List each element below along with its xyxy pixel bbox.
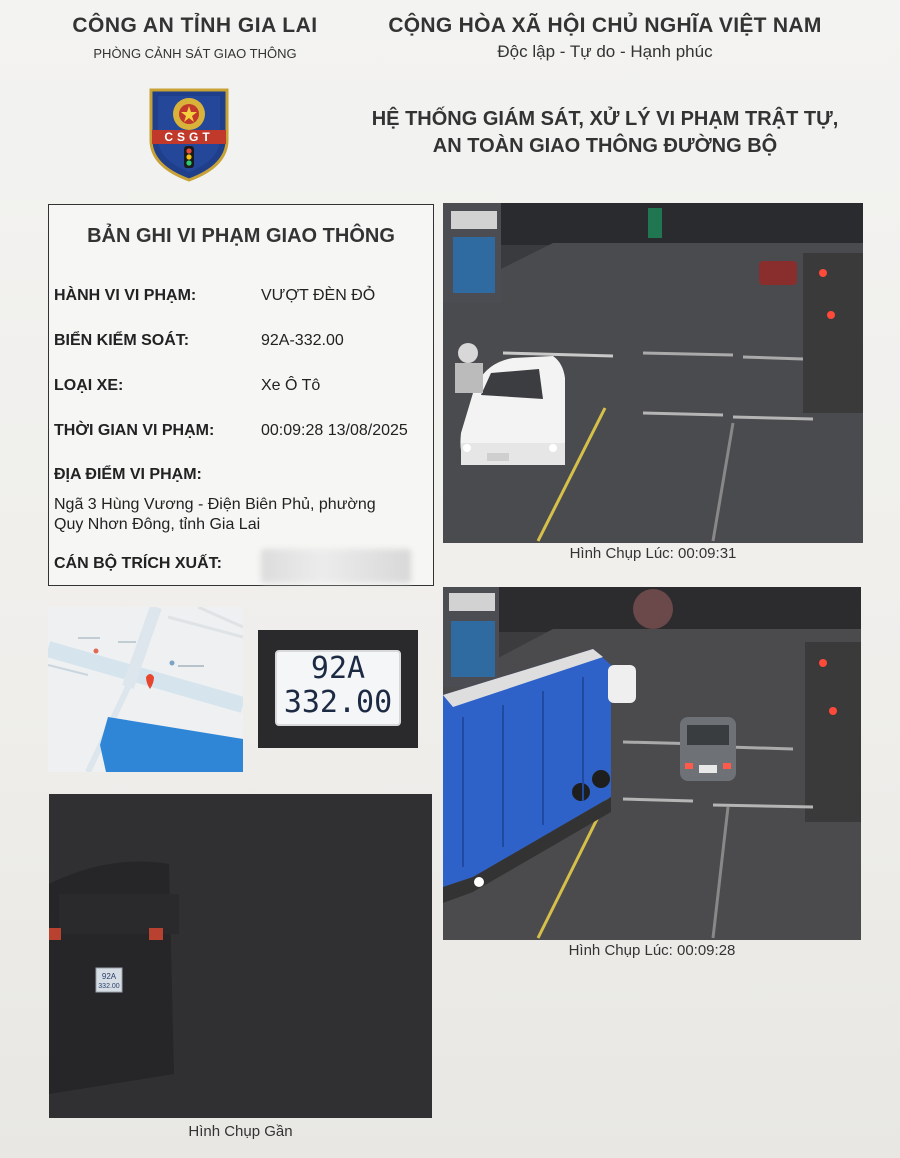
plate-line1: 92A — [310, 651, 366, 686]
closeup-plate-line1: 92A — [101, 972, 117, 981]
closeup-photo — [49, 794, 432, 1118]
violation-value: VƯỢT ĐÈN ĐỎ — [261, 287, 376, 304]
officer-label: CÁN BỘ TRÍCH XUẤT: — [54, 555, 222, 572]
system-title-line1: HỆ THỐNG GIÁM SÁT, XỬ LÝ VI PHẠM TRẬT TỰ, — [371, 108, 839, 130]
plate-label: BIỂN KIỂM SOÁT: — [54, 332, 190, 349]
plate-value: 92A-332.00 — [261, 332, 344, 349]
camera-photo-2 — [443, 587, 861, 940]
record-title: BẢN GHI VI PHẠM GIAO THÔNG — [87, 225, 395, 247]
org-name: CÔNG AN TỈNH GIA LAI — [72, 14, 318, 37]
emblem-text: CSGT — [164, 130, 214, 144]
license-plate — [275, 650, 401, 726]
time-value: 00:09:28 13/08/2025 — [261, 422, 408, 439]
violation-label: HÀNH VI VI PHẠM: — [54, 287, 197, 304]
violation-record — [48, 204, 434, 586]
dept-name: PHÒNG CẢNH SÁT GIAO THÔNG — [93, 46, 297, 61]
white-car — [608, 665, 636, 703]
closeup-caption: Hình Chụp Gần — [188, 1123, 293, 1140]
nation-name: CỘNG HÒA XÃ HỘI CHỦ NGHĨA VIỆT NAM — [388, 14, 822, 37]
system-title-line2: AN TOÀN GIAO THÔNG ĐƯỜNG BỘ — [432, 135, 778, 157]
plate-crop — [258, 630, 418, 748]
plate-line2: 332.00 — [283, 685, 393, 720]
location-value — [54, 495, 424, 535]
location-map — [48, 607, 243, 772]
photo2-caption: Hình Chụp Lúc: 00:09:28 — [568, 942, 736, 959]
closeup-plate-line2: 332.00 — [98, 983, 120, 990]
location-line2: Quy Nhơn Đông, tỉnh Gia Lai — [54, 516, 261, 533]
system-title — [320, 106, 890, 160]
vehicle-type-value: Xe Ô Tô — [261, 377, 321, 394]
camera-photo-1 — [443, 203, 863, 543]
location-line1: Ngã 3 Hùng Vương - Điện Biên Phủ, phường — [54, 496, 376, 513]
location-label: ĐỊA ĐIỂM VI PHẠM: — [54, 466, 202, 483]
officer-name-redacted — [261, 549, 411, 583]
time-label: THỜI GIAN VI PHẠM: — [54, 422, 215, 439]
header-right — [370, 14, 840, 62]
vehicle-type-label: LOẠI XE: — [54, 377, 124, 394]
photo1-caption: Hình Chụp Lúc: 00:09:31 — [569, 545, 737, 562]
header-left — [40, 14, 350, 61]
national-motto: Độc lập - Tự do - Hạnh phúc — [497, 42, 713, 61]
grey-car — [680, 717, 736, 781]
csgt-emblem-icon — [148, 84, 230, 182]
